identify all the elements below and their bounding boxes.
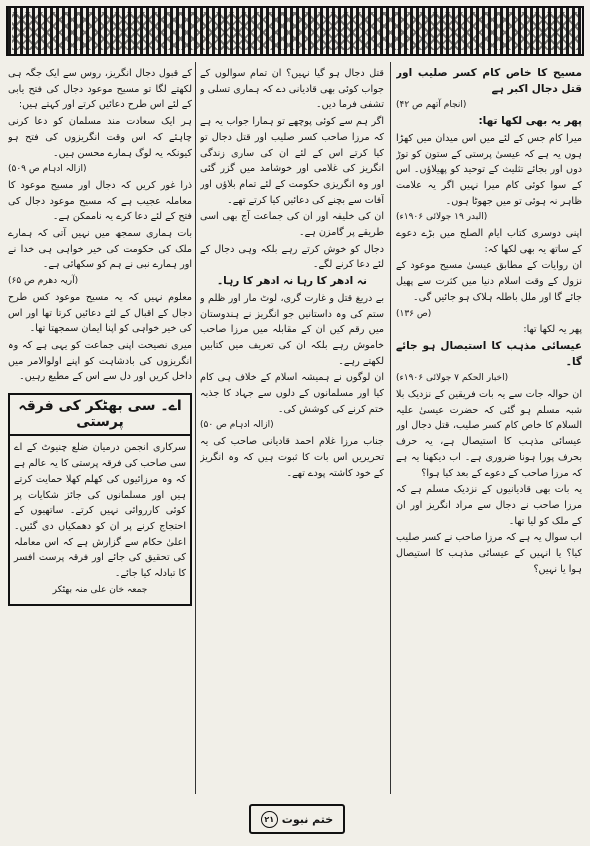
paragraph: ان کی خلیفہ اور ان کی جماعت آج بھی اسی طریقے پر گامزن ہے۔ — [200, 211, 384, 239]
paragraph: اگر ہم سے کوئی پوچھے تو ہمارا جواب یہ ہے کہ مرزا صاحب کسر صلیب اور قتل دجال تو کیا کرتے اس کے لئے ان کی ساری زندگی انگریز کی غلامی اور خوشامد میں گزر گئی اور وہ انگریزی حکومت کے لئے تمام بلاؤں اور آفات سے بچنے کی دعائیں کیا کرتے تھے۔ — [200, 116, 384, 206]
footer-masthead — [249, 804, 345, 834]
paragraph: ان روایات کے مطابق عیسیٰ مسیح موعود کے نزول کے وقت اسلام دنیا میں کثرت سے پھیل جائے گا اور ملل باطلہ ہلاک ہو جائیں گی۔ — [396, 260, 582, 303]
paragraph: پھر یہ لکھا تھا: — [523, 324, 582, 336]
paragraph: اب سوال یہ ہے کہ مرزا صاحب نے کسر صلیب کیا؟ یا انہیں کے عیسائی مذہب کا استیصال ہوا یا نہیں؟ — [396, 532, 582, 575]
column-divider — [195, 62, 196, 794]
paragraph: قتل دجال ہو گیا نہیں؟ ان تمام سوالوں کے جواب کوئی بھی قادیانی دے کہ ہماری تسلی و تشفی فرما دیں۔ — [200, 68, 384, 111]
citation: (ازالہ ادہام ص ۵۰۹) — [8, 164, 87, 175]
publication-name: ختم نبوت — [281, 812, 334, 826]
paragraph: میرا کام جس کے لئے میں اس میدان میں کھڑا ہوں یہ ہے کہ عیسیٰ پرستی کے ستون کو توڑ دوں اور بجائے تثلیث کے توحید کو پھیلاؤں۔ اس کے سوا کوئی کام میرا نہیں اگر یہ علامت ظاہر نہ ہوئی تو میں جھوٹا ہوں۔ — [396, 132, 582, 207]
paragraph: بات ہماری سمجھ میں نہیں آتی کہ ہمارے ملک کی حکومت کی خیر خواہی ہی خدا نے اور ہمارے نبی نے ہم کو سکھائی ہے۔ — [8, 228, 192, 271]
citation: (انجام آتھم ص ۴۲) — [396, 100, 467, 111]
citation: (اخبار الحکم ۷ جولائی ۱۹۰۶ء) — [396, 373, 509, 384]
left-column — [8, 66, 192, 796]
verse-line: نہ ادھر کا رہا نہ ادھر کا رہا۔ — [217, 275, 367, 288]
paragraph: بے دریغ قتل و غارت گری، لوٹ مار اور ظلم و ستم کی وہ داستانیں جو انگریز نے ہندوستان میں رقم کیں ان کے مقابلہ میں مرزا صاحب خاموش رہے بلکہ ان کی تعریف میں کتابیں لکھتے رہے۔ — [200, 292, 384, 367]
paragraph: کے قبول دجال انگریز، روس سے ایک جگہ ہی لکھتے لگا تو مسیح موعود دجال کی فتح یابی کے لئے اس طرح دعائیں کرتے اور کہتے ہیں: — [8, 68, 192, 111]
paragraph: ہر ایک سعادت مند مسلمان کو دعا کرنی چاہئے کہ اس وقت انگریزوں کی فتح ہو کیونکہ یہ لوگ ہمارے محسن ہیں۔ — [8, 116, 192, 159]
decorative-header-border — [6, 6, 584, 56]
notice-body: سرکاری انجمن درمیان ضلع چنیوٹ کے اے سی صاحب کی فرقہ پرستی کا یہ عالم ہے کہ وہ مرزائیوں کی کھلم کھلا حمایت کرتے ہیں اور مسلمانوں کی جائز شکایات پر کوئی کارروائی نہیں کرتے۔ ساتھیوں کے احتجاج کرنے پر ان کو دھمکیاں دی گئیں۔ اعلیٰ حکام سے گزارش ہے کہ اس معاملہ کی تحقیق کی جائے اور فرقہ پرست افسر کا تبادلہ کیا جائے۔ — [14, 442, 186, 580]
notice-box — [8, 393, 192, 605]
paragraph: یہ بات بھی قادیانیوں کے نزدیک مسلم ہے کہ مرزا صاحب نے دجال سے مراد انگریز اور ان کے ملک کو لیا تھا۔ — [396, 484, 582, 527]
paragraph: ذرا غور کریں کہ دجال اور مسیح موعود کا معاملہ عجیب ہے کہ مسیح موعود دجال کی فتح کے لئے دعا کرے یہ ناممکن ہے۔ — [8, 179, 192, 223]
paragraph: پھر یہ بھی لکھا تھا: — [478, 115, 582, 128]
citation: (آریہ دھرم ص ۶۵) — [8, 276, 79, 287]
paragraph: معلوم نہیں کہ یہ مسیح موعود کس طرح دجال کے اقبال کے لئے دعائیں کرتا تھا اور اس کی خیر خواہی کو اپنا ایمان سمجھتا تھا۔ — [8, 291, 192, 335]
column-divider — [390, 62, 391, 794]
paragraph: میری نصیحت اپنی جماعت کو یہی ہے کہ وہ انگریزوں کی بادشاہت کو اپنے اولوالامر میں داخل کریں اور دل سے اس کے مطیع رہیں۔ — [8, 339, 192, 383]
middle-column — [200, 66, 384, 796]
paragraph: عیسائی مذہب کا استیصال ہو جائے گا۔ — [396, 339, 582, 368]
right-column — [396, 66, 582, 796]
citation: (ازالہ ادہام ص ۵۰) — [200, 420, 274, 431]
paragraph: جناب مرزا غلام احمد قادیانی صاحب کی یہ تحریریں اس بات کا ثبوت ہیں کہ وہ انگریز کے خود کاشتہ پودے تھے۔ — [200, 436, 384, 479]
notice-signature: جمعہ خان علی منہ بھٹکر — [52, 584, 148, 595]
citation: (ص ۱۳۶) — [396, 308, 432, 319]
paragraph: مسیح کا خاص کام کسر صلیب اور قتل دجال اکبر ہے — [396, 67, 582, 95]
ornament-pattern — [12, 12, 578, 50]
notice-title: اے۔ سی بھٹکر کی فرقہ پرستی — [10, 395, 190, 436]
paragraph: دجال کو خوش کرتے رہے بلکہ وہی دجال کے لئے دعا کرنے لگے۔ — [200, 243, 384, 271]
paragraph: ان حوالہ جات سے یہ بات فریقین کے نزدیک بلا شبہ مسلم ہو گئی کہ حضرت عیسیٰ علیہ السلام کا خاص کام کسر صلیب، قتل دجال اور عیسائی مذہب کا استیصال ہے، یہ حرف بحرف پورا ہونا ضروری ہے۔ اب دیکھنا یہ ہے کہ مرزا صاحب کے دعوے کے بعد کیا ہوا؟ — [396, 389, 582, 479]
citation: (البدر ۱۹ جولائی ۱۹۰۶ء) — [396, 212, 488, 223]
paragraph: اپنی دوسری کتاب ایام الصلح میں بڑے دعوے کے ساتھ یہ بھی لکھا کہ: — [396, 228, 582, 255]
paragraph: ان لوگوں نے ہمیشہ اسلام کے خلاف ہی کام کیا اور مسلمانوں کے دلوں سے جہاد کا جذبہ ختم کرنے کی کوشش کی۔ — [200, 372, 384, 415]
page-number: ۲۱ — [261, 811, 278, 828]
